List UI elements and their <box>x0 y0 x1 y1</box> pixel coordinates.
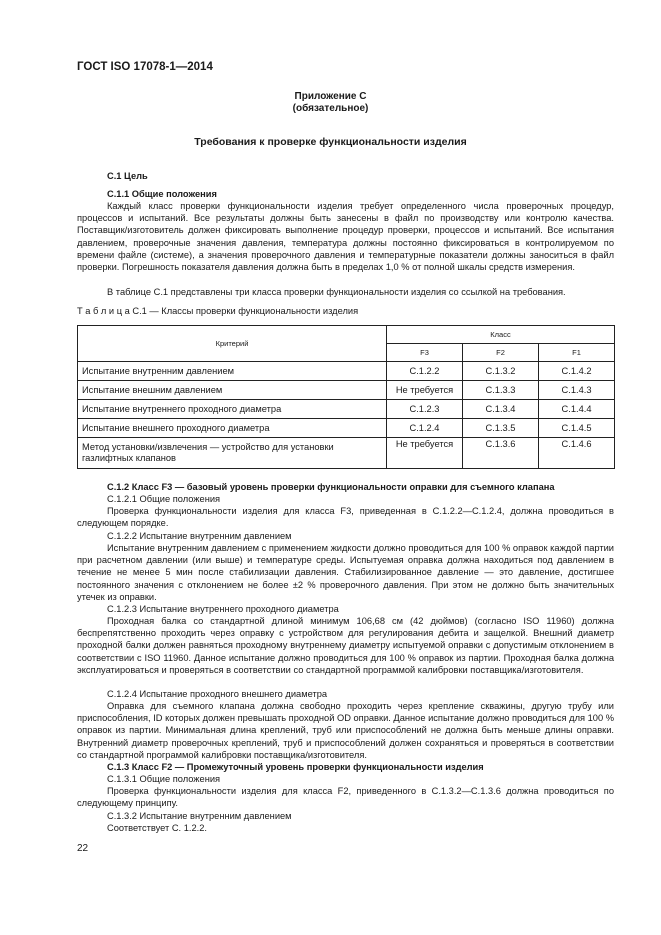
section-c12-heading: С.1.2 Класс F3 — базовый уровень проверки функциональности оправки для съемного клапана <box>107 482 555 492</box>
section-c132-heading: С.1.3.2 Испытание внутренним давлением <box>107 811 292 821</box>
cell-f2: С.1.3.3 <box>463 381 539 400</box>
table-row <box>78 381 615 400</box>
paragraph-c123: Проходная балка со стандартной длиной минимум 106,68 см (42 дюймов) (согласно ISO 11960) должна беспрепятственно проходить через оправку с устройством для регулирования дебита и защелкой. Внешний диаметр проходной балки должен равняться проходному внутреннему диаметру испытуемой оправки с допустимым отклонением в соответствии с ISO 11960. Данное испытание должно проводиться для 100 % оправок из партии. Проходная балка должна эксплуатироваться и проверяться в соответствии со стандартной программой калибровки поставщика/изготовителя. <box>77 616 614 675</box>
cell-f3: С.1.2.4 <box>387 419 463 438</box>
requirements-title: Требования к проверке функциональности изделия <box>194 136 467 148</box>
section-c131-heading: С.1.3.1 Общие положения <box>107 774 221 784</box>
cell-f2: С.1.3.4 <box>463 400 539 419</box>
classes-table <box>77 325 615 469</box>
column-header-f3: F3 <box>387 344 463 362</box>
cell-criterion: Испытание внешним давлением <box>78 381 387 400</box>
section-c121-heading: С.1.2.1 Общие положения <box>107 494 221 504</box>
paragraph-c131: Проверка функциональности изделия для класса F2, приведенного в С.1.3.2—С.1.3.6 должна проводиться по следующему принципу. <box>77 786 614 809</box>
section-c124-heading: С.1.2.4 Испытание проходного внешнего диаметра <box>107 689 328 699</box>
annex-title: Приложение С <box>294 91 367 102</box>
section-c11-heading: С.1.1 Общие положения <box>107 189 217 199</box>
cell-criterion: Испытание внутреннего проходного диаметра <box>78 400 387 419</box>
cell-f2: С.1.3.2 <box>463 362 539 381</box>
section-c1-heading: С.1 Цель <box>107 171 148 181</box>
annex-subtitle: (обязательное) <box>292 103 369 114</box>
column-header-f2: F2 <box>463 344 539 362</box>
section-c13-heading: С.1.3 Класс F2 — Промежуточный уровень проверки функциональности изделия <box>107 762 484 772</box>
cell-f3: С.1.2.3 <box>387 400 463 419</box>
cell-f1: С.1.4.2 <box>539 362 615 381</box>
cell-f2: С.1.3.5 <box>463 419 539 438</box>
cell-f3: С.1.2.2 <box>387 362 463 381</box>
table-row <box>78 438 615 469</box>
paragraph-c11: Каждый класс проверки функциональности изделия требует определенного числа проверочных процедур, процессов и испытаний. Все результаты должны быть занесены в файл по производству или контролю качества. Поставщик/изготовитель должен фиксировать выполнение процедур проверки, процессов и испытаний. Все испытания давлением, проверочные значения давления, температура должны постоянно фиксироваться в контролируемом по времени файле (системе), а значения проверочного давления и температурные показатели должны заноситься в файл проверки. Погрешность показателя давления должна быть в пределах 1,0 % от полной шкалы средств измерения. <box>77 201 614 273</box>
page-number: 22 <box>77 843 89 854</box>
paragraph-table-intro: В таблице С.1 представлены три класса проверки функциональности изделия со ссылкой на требования. <box>107 287 566 297</box>
cell-f2: С.1.3.6 <box>463 438 539 469</box>
paragraph-c132: Соответствует С. 1.2.2. <box>107 823 207 833</box>
cell-f1: С.1.4.5 <box>539 419 615 438</box>
table-row <box>78 362 615 381</box>
cell-f1: С.1.4.3 <box>539 381 615 400</box>
table-caption: Т а б л и ц а С.1 — Классы проверки функциональности изделия <box>77 306 359 316</box>
cell-f3: Не требуется <box>387 438 463 469</box>
section-c123-heading: С.1.2.3 Испытание внутреннего проходного диаметра <box>107 604 339 614</box>
cell-f1: С.1.4.4 <box>539 400 615 419</box>
section-c122-heading: С.1.2.2 Испытание внутренним давлением <box>107 531 292 541</box>
paragraph-c121: Проверка функциональности изделия для класса F3, приведенная в С.1.2.2—С.1.2.4, должна проводиться в следующем порядке. <box>77 506 614 529</box>
cell-criterion: Испытание внутренним давлением <box>78 362 387 381</box>
paragraph-c124: Оправка для съемного клапана должна свободно проходить через крепление скважины, другую трубу или приспособления, ID которых должен превышать проходной OD оправки. Данное испытание должно проводиться для 100 % оправок из партии. Минимальная длина креплений, труб или приспособлений не должна быть меньше длины оправки. Внутренний диаметр проверочных креплений, труб и приспособлений должен сохраняться и проверяться в соответствии со стандартной программой калибровки поставщика/изготовителя. <box>77 701 614 760</box>
column-header-criterion: Критерий <box>78 326 387 362</box>
column-header-f1: F1 <box>539 344 615 362</box>
table-row <box>78 419 615 438</box>
cell-criterion: Метод установки/извлечения — устройство для установки газлифтных клапанов <box>78 438 387 469</box>
cell-f3: Не требуется <box>387 381 463 400</box>
cell-criterion: Испытание внешнего проходного диаметра <box>78 419 387 438</box>
standard-header: ГОСТ ISO 17078-1—2014 <box>77 61 213 73</box>
paragraph-c122: Испытание внутренним давлением с применением жидкости должно проводиться для 100 % оправок каждой партии при расчетном давлении (или выше) и температуре среды. Испытуемая оправка должна находиться под давлением в течение не менее 5 мин после стабилизации давления. Стабилизированное давление — это давление, достигшее постоянного значения с отклонением не более ±2 % проверочного давления. При этом не должно быть значительных утечек из оправки. <box>77 543 614 602</box>
table-row <box>78 400 615 419</box>
column-header-class: Класс <box>387 326 615 344</box>
cell-f1: С.1.4.6 <box>539 438 615 469</box>
